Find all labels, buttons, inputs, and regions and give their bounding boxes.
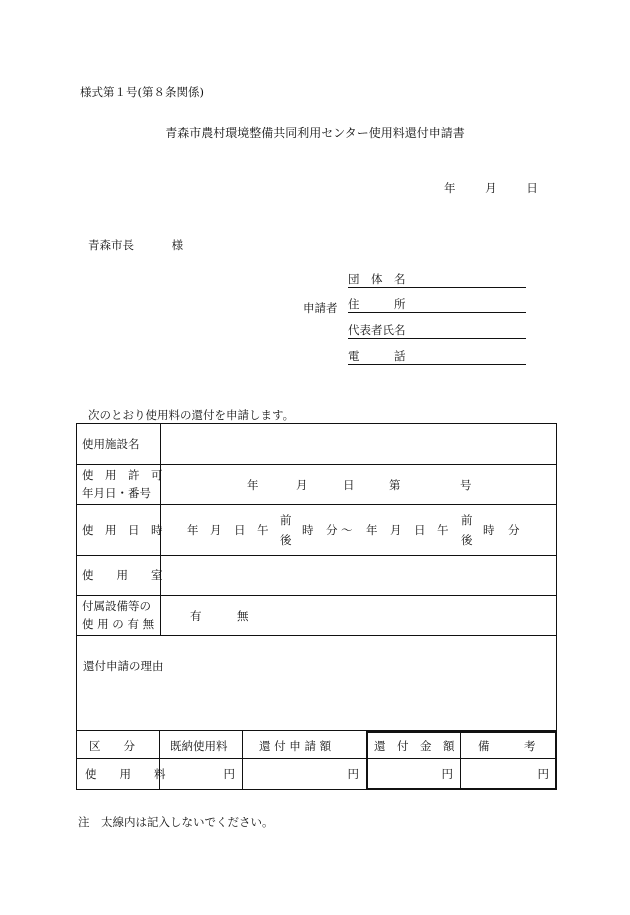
equipment-no[interactable]: 無: [237, 609, 249, 623]
fee-remarks-cell: [460, 758, 557, 790]
permit-row: [77, 464, 556, 505]
fee-refund-yen: 円: [441, 767, 453, 781]
facility-input[interactable]: [161, 424, 556, 464]
footnote: 注 太線内は記入しないでください。: [78, 815, 274, 829]
room-input[interactable]: [161, 555, 556, 595]
fee-header-remarks: 備 考: [460, 731, 557, 759]
end-minute: 分: [508, 523, 520, 537]
facility-label: 使用施設名: [82, 437, 140, 451]
fee-remarks-yen: 円: [537, 767, 549, 781]
addressee: [88, 237, 183, 253]
start-day: 日: [234, 523, 246, 537]
fee-header-refund: 還 付 金 額: [366, 731, 461, 759]
start-gozen: 午: [257, 523, 269, 537]
usage-datetime-row: [77, 504, 556, 556]
permit-day: 日: [343, 478, 355, 492]
start-hour: 時: [302, 523, 314, 537]
fee-paid-yen: 円: [223, 767, 235, 781]
applicant-label: 申請者: [303, 301, 338, 315]
fee-header-row: [76, 731, 557, 759]
end-pm: 後: [461, 533, 473, 547]
end-am: 前: [461, 513, 473, 527]
permit-label-line1: 使 用 許 可: [82, 468, 163, 482]
start-year: 年: [187, 523, 199, 537]
facility-row: [77, 424, 556, 465]
equipment-row: [77, 595, 556, 636]
permit-year: 年: [247, 478, 259, 492]
fee-requested-yen: 円: [347, 767, 359, 781]
range-tilde: 〜: [341, 523, 353, 537]
organization-name-field[interactable]: 団 体 名: [348, 272, 526, 288]
fee-header-requested: 還 付 申 請 額: [242, 731, 367, 759]
fee-data-row: [76, 758, 557, 790]
permit-month: 月: [296, 478, 308, 492]
fee-row-label: 使 用 料: [76, 758, 160, 790]
start-minute: 分: [326, 523, 338, 537]
fee-header-paid: 既納使用料: [159, 731, 243, 759]
start-month: 月: [210, 523, 222, 537]
room-row: [77, 555, 556, 596]
document-title: 青森市農村環境整備共同利用センター使用料還付申請書: [165, 126, 465, 140]
equipment-yes[interactable]: 有: [190, 609, 202, 623]
end-year: 年: [366, 523, 378, 537]
start-am: 前: [280, 513, 292, 527]
fee-requested-cell[interactable]: [242, 758, 367, 790]
end-gozen: 午: [437, 523, 449, 537]
end-month: 月: [390, 523, 402, 537]
date-month: 月: [485, 181, 497, 195]
date-year: 年: [444, 181, 456, 195]
reason-row[interactable]: [77, 635, 556, 730]
equipment-label-line2: 使 用 の 有 無: [82, 617, 155, 631]
form-number: 様式第１号(第８条関係): [80, 85, 204, 99]
equipment-label-line1: 付属設備等の: [82, 599, 151, 613]
permit-label-line2: 年月日・番号: [82, 486, 151, 500]
submission-date: [444, 180, 538, 196]
reason-label: 還付申請の理由: [83, 659, 164, 673]
fee-table: [76, 731, 557, 790]
start-pm: 後: [280, 533, 292, 547]
end-day: 日: [414, 523, 426, 537]
address-field[interactable]: 住 所: [348, 297, 526, 313]
room-label: 使 用 室: [82, 568, 163, 582]
permit-dai: 第: [389, 478, 401, 492]
date-day: 日: [526, 181, 538, 195]
fee-paid-cell[interactable]: [159, 758, 243, 790]
addressee-name: 青森市長: [88, 238, 134, 252]
addressee-honorific: 様: [171, 238, 184, 252]
application-table: [76, 423, 557, 731]
usage-datetime-label: 使 用 日 時: [82, 523, 163, 537]
permit-go: 号: [460, 478, 472, 492]
end-hour: 時: [483, 523, 495, 537]
phone-field[interactable]: 電 話: [348, 349, 526, 365]
fee-header-category: 区 分: [76, 731, 160, 759]
intro-text: 次のとおり使用料の還付を申請します。: [88, 408, 295, 422]
fee-refund-cell: [366, 758, 461, 790]
representative-name-field[interactable]: 代表者氏名: [348, 323, 526, 339]
